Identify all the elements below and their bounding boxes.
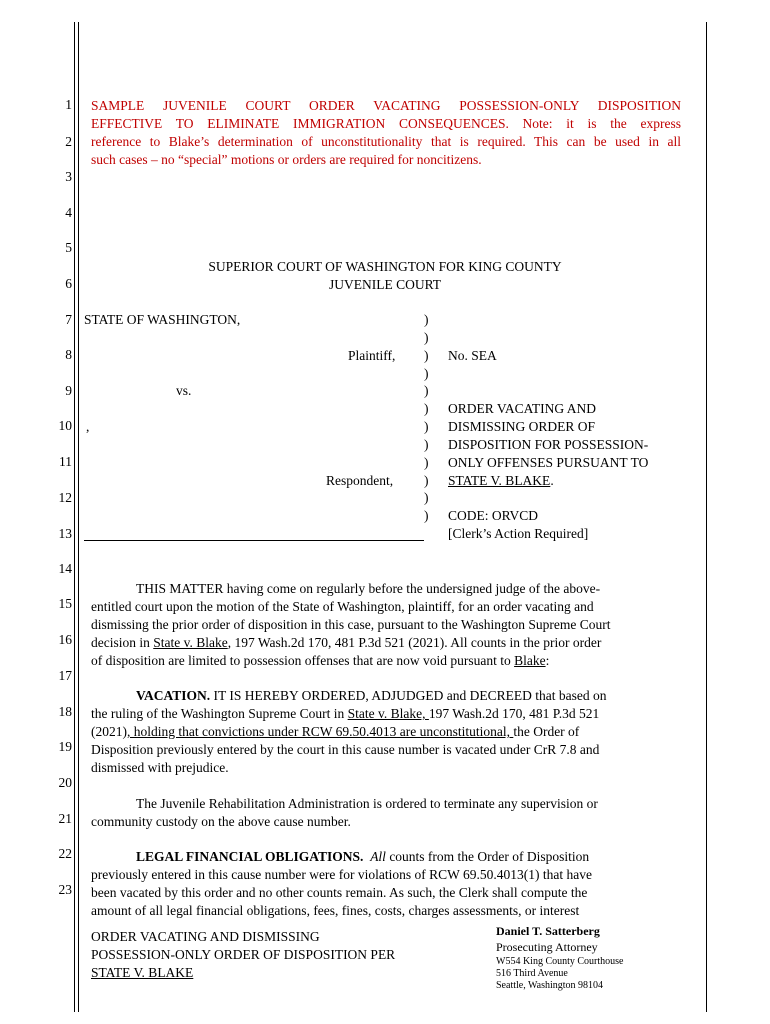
body-line: THIS MATTER having come on regularly before the undersigned judge of the above- — [136, 581, 601, 596]
versus: vs. — [176, 383, 192, 398]
section-heading: VACATION. — [136, 688, 211, 703]
line-number: 11 — [59, 454, 72, 469]
caption-paren: ) — [424, 437, 429, 452]
order-title-line: ORDER VACATING AND — [448, 401, 597, 416]
prosecutor-name: Daniel T. Satterberg — [496, 924, 600, 938]
line-number: 7 — [65, 312, 72, 327]
text: of disposition are limited to possession offenses that are now void pursuant to — [91, 653, 515, 668]
line-number: 4 — [65, 205, 72, 220]
caption-paren: ) — [424, 508, 429, 523]
order-title-line: DISPOSITION FOR POSSESSION- — [448, 437, 649, 452]
line-number: 9 — [65, 383, 72, 398]
text: : — [545, 653, 550, 668]
right-margin-rule — [706, 22, 707, 1012]
respondent-name: , — [86, 419, 90, 434]
line-number: 16 — [58, 632, 72, 647]
text: IT IS HEREBY ORDERED, ADJUDGED and DECREED that based on — [210, 688, 607, 703]
case-citation: State v. Blake — [153, 635, 228, 650]
body-line — [91, 652, 549, 670]
line-number: 10 — [58, 418, 72, 433]
text: 197 Wash.2d 170, 481 P.3d 521 — [428, 706, 600, 721]
line-number: 2 — [65, 134, 72, 149]
caption-paren: ) — [424, 330, 429, 345]
body-line — [91, 723, 579, 741]
line-number: 20 — [58, 775, 72, 790]
line-number: 8 — [65, 347, 72, 362]
court-division: JUVENILE COURT — [328, 277, 442, 292]
caption-paren: ) — [424, 383, 429, 398]
body-line: Disposition previously entered by the court in this cause number is vacated under CrR 7.8 and — [91, 742, 600, 757]
text: the Order of — [513, 724, 580, 739]
section-heading: LEGAL FINANCIAL OBLIGATIONS. — [136, 849, 364, 864]
caption-paren: ) — [424, 401, 429, 416]
prosecutor-title: Prosecuting Attorney — [496, 940, 598, 954]
case-citation: Blake — [514, 653, 546, 668]
left-margin-rule-1 — [74, 22, 75, 1012]
text: (2021) — [91, 724, 127, 739]
line-number: 12 — [58, 490, 72, 505]
case-code: CODE: ORVCD — [448, 508, 539, 523]
case-citation: State v. Blake, — [347, 706, 429, 721]
note-line: such cases – no “special” motions or orders are required for noncitizens. — [91, 152, 482, 167]
clerk-action: [Clerk’s Action Required] — [448, 526, 589, 541]
address-line: Seattle, Washington 98104 — [496, 980, 604, 991]
line-number: 18 — [58, 704, 72, 719]
order-title-case — [448, 472, 554, 490]
body-line — [91, 634, 601, 652]
address-line: W554 King County Courthouse — [496, 956, 624, 967]
body-line: dismissing the prior order of disposition in this case, pursuant to the Washington Supreme Court — [91, 617, 611, 632]
caption-paren: ) — [424, 455, 429, 470]
caption-paren: ) — [424, 473, 429, 488]
line-number: 22 — [58, 846, 72, 861]
body-line: previously entered in this cause number were for violations of RCW 69.50.4013(1) that have — [91, 867, 593, 882]
address-line: 516 Third Avenue — [496, 968, 568, 979]
footer-title-line: ORDER VACATING AND DISMISSING — [91, 929, 320, 944]
holding-text: , holding that convictions under RCW 69.50.4013 are unconstitutional, — [127, 724, 514, 739]
body-line: community custody on the above cause number. — [91, 814, 351, 829]
line-number: 19 — [58, 739, 72, 754]
order-title-period: . — [550, 473, 554, 488]
line-number: 21 — [58, 811, 72, 826]
body-line: been vacated by this order and no other counts remain. As such, the Clerk shall compute the — [91, 885, 588, 900]
caption-paren: ) — [424, 366, 429, 381]
court-name: SUPERIOR COURT OF WASHINGTON FOR KING COUNTY — [208, 259, 562, 274]
line-number: 5 — [65, 240, 72, 255]
body-line — [136, 687, 607, 705]
line-number: 1 — [65, 97, 72, 112]
caption-paren: ) — [424, 312, 429, 327]
order-title-line: DISMISSING ORDER OF — [448, 419, 596, 434]
note-line: EFFECTIVE TO ELIMINATE IMMIGRATION CONSEQUENCES. Note: it is the express — [91, 116, 681, 131]
respondent-role: Respondent, — [326, 473, 394, 488]
text: counts from the Order of Disposition — [385, 849, 590, 864]
body-line: dismissed with prejudice. — [91, 760, 229, 775]
left-margin-rule-2 — [78, 22, 79, 1012]
footer-title-line: POSSESSION-ONLY ORDER OF DISPOSITION PER — [91, 947, 396, 962]
body-line — [91, 705, 599, 723]
line-number: 15 — [58, 596, 72, 611]
body-line — [136, 848, 589, 866]
order-title-case-name: STATE V. BLAKE — [448, 473, 551, 488]
note-line: SAMPLE JUVENILE COURT ORDER VACATING POSSESSION-ONLY DISPOSITION — [91, 98, 681, 113]
order-title-line: ONLY OFFENSES PURSUANT TO — [448, 455, 649, 470]
line-number: 13 — [58, 526, 72, 541]
plaintiff-role: Plaintiff, — [348, 348, 396, 363]
text: the ruling of the Washington Supreme Court in — [91, 706, 348, 721]
line-number: 3 — [65, 169, 72, 184]
line-number: 17 — [58, 668, 72, 683]
body-line: entitled court upon the motion of the State of Washington, plaintiff, for an order vacating and — [91, 599, 594, 614]
emphasis: All — [370, 849, 386, 864]
text: , 197 Wash.2d 170, 481 P.3d 521 (2021). All counts in the prior order — [227, 635, 602, 650]
body-line: amount of all legal financial obligations, fees, fines, costs, charges assessments, or interest — [91, 903, 580, 918]
caption-paren: ) — [424, 348, 429, 363]
footer-title-line: STATE V. BLAKE — [91, 965, 194, 980]
body-line: The Juvenile Rehabilitation Administration is ordered to terminate any supervision or — [136, 796, 598, 811]
plaintiff-name: STATE OF WASHINGTON, — [84, 312, 241, 327]
note-line: reference to Blake’s determination of unconstitutionality that is required. This can be used in all — [91, 134, 681, 149]
caption-paren: ) — [424, 419, 429, 434]
caption-paren: ) — [424, 490, 429, 505]
line-number: 14 — [58, 561, 72, 576]
line-number: 6 — [65, 276, 72, 291]
caption-underline — [84, 540, 424, 541]
line-number: 23 — [58, 882, 72, 897]
case-number: No. SEA — [448, 348, 497, 363]
text: decision in — [91, 635, 154, 650]
